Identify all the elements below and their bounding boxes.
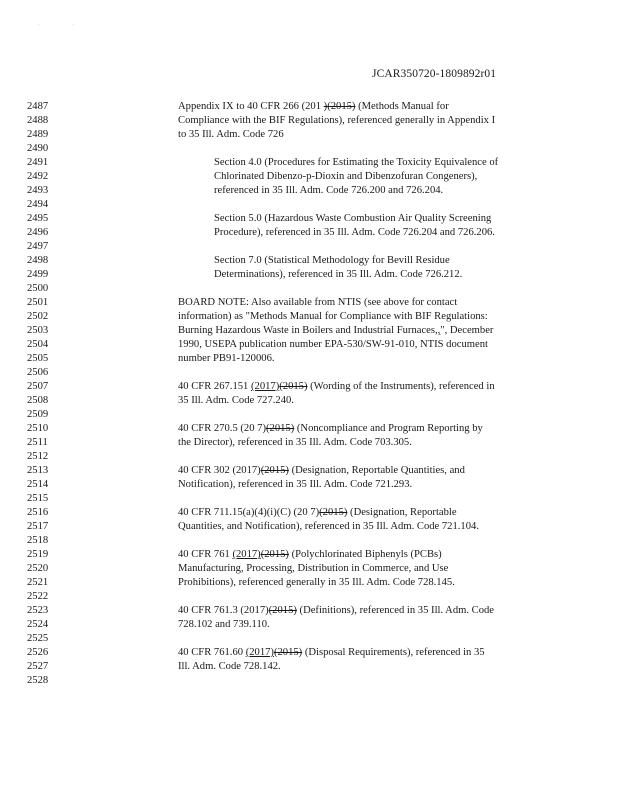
line-number: 2519 (27, 549, 49, 560)
line-number: 2496 (27, 227, 49, 238)
line-number: 2524 (27, 619, 49, 630)
text-line (0, 268, 618, 282)
line-text (178, 436, 412, 450)
text-run: Appendix IX to 40 CFR 266 (201 (178, 101, 324, 112)
text-line (0, 282, 618, 296)
line-text (178, 296, 457, 310)
line-number: 2502 (27, 311, 49, 322)
line-text (178, 324, 493, 338)
deleted-text: )(2015) (323, 101, 356, 112)
line-number: 2517 (27, 521, 49, 532)
line-text (178, 128, 284, 142)
text-line (0, 618, 618, 632)
line-text (214, 212, 491, 226)
line-text (178, 310, 488, 324)
line-number: 2489 (27, 129, 49, 140)
text-run: Ill. Adm. Code 728.142. (178, 661, 281, 672)
line-number: 2487 (27, 101, 49, 112)
text-line (0, 338, 618, 352)
text-run: (Polychlorinated Biphenyls (PCBs) (288, 549, 442, 560)
text-line (0, 394, 618, 408)
text-line (0, 296, 618, 310)
text-line (0, 422, 618, 436)
text-run: Procedure), referenced in 35 Ill. Adm. Code 726.204 and 726.206. (214, 227, 495, 238)
text-run: Section 7.0 (Statistical Methodology for Bevill Residue (214, 255, 450, 266)
text-run: (Methods Manual for (355, 101, 449, 112)
text-run: 40 CFR 270.5 (20 7) (178, 423, 266, 434)
text-line (0, 632, 618, 646)
text-run: 40 CFR 267.151 (178, 381, 251, 392)
text-run: Determinations), referenced in 35 Ill. Adm. Code 726.212. (214, 269, 463, 280)
line-number: 2503 (27, 325, 49, 336)
text-run: 1990, USEPA publication number EPA-530/SW-91-010, NTIS document (178, 339, 488, 350)
text-run: to 35 Ill. Adm. Code 726 (178, 129, 284, 140)
deleted-text: (2015) (268, 605, 297, 616)
text-run: number PB91-120006. (178, 353, 275, 364)
line-text (178, 394, 294, 408)
line-number: 2521 (27, 577, 49, 588)
line-number: 2514 (27, 479, 49, 490)
line-number: 2511 (27, 437, 48, 448)
line-number: 2498 (27, 255, 49, 266)
line-text (214, 254, 450, 268)
line-number: 2500 (27, 283, 49, 294)
scan-speck: · (38, 22, 40, 28)
line-number: 2527 (27, 661, 49, 672)
text-line (0, 240, 618, 254)
line-number: 2510 (27, 423, 49, 434)
text-line (0, 576, 618, 590)
text-run: referenced in 35 Ill. Adm. Code 726.200 and 726.204. (214, 185, 444, 196)
deleted-text: (2015) (266, 423, 295, 434)
line-number: 2495 (27, 213, 49, 224)
text-run: Section 4.0 (Procedures for Estimating the Toxicity Equivalence of (214, 157, 499, 168)
line-text (178, 506, 457, 520)
line-number: 2528 (27, 675, 49, 686)
text-line (0, 604, 618, 618)
text-line (0, 142, 618, 156)
text-run: 40 CFR 761.60 (178, 647, 246, 658)
line-number: 2490 (27, 143, 49, 154)
text-line (0, 450, 618, 464)
line-text (214, 184, 443, 198)
text-line (0, 590, 618, 604)
inserted-text: (2017) (232, 549, 261, 560)
text-run: Prohibitions), referenced generally in 35 Ill. Adm. Code 728.145. (178, 577, 455, 588)
line-number: 2494 (27, 199, 49, 210)
line-number: 2488 (27, 115, 49, 126)
text-line (0, 674, 618, 688)
line-text (178, 114, 495, 128)
text-line (0, 114, 618, 128)
line-text (178, 464, 465, 478)
scan-speck: · (72, 22, 74, 28)
text-run: 728.102 and 739.110. (178, 619, 270, 630)
text-run: 40 CFR 761 (178, 549, 233, 560)
line-number: 2504 (27, 339, 49, 350)
line-number: 2520 (27, 563, 49, 574)
line-number: 2505 (27, 353, 49, 364)
text-run: the Director), referenced in 35 Ill. Adm. Code 703.305. (178, 437, 412, 448)
line-number: 2522 (27, 591, 49, 602)
text-run: Chlorinated Dibenzo-p-Dioxin and Dibenzofuran Congeners), (214, 171, 478, 182)
line-text (178, 604, 494, 618)
inserted-text: , (437, 325, 441, 336)
text-run: Burning Hazardous Waste in Boilers and Industrial Furnaces, (178, 325, 438, 336)
inserted-text: (2017) (251, 381, 280, 392)
text-line (0, 660, 618, 674)
text-line (0, 562, 618, 576)
text-line (0, 100, 618, 114)
inserted-text: (2017) (245, 647, 274, 658)
text-run: (Definitions), referenced in 35 Ill. Adm. Code (296, 605, 495, 616)
text-line (0, 170, 618, 184)
text-run: 40 CFR 711.15(a)(4)(i)(C) (20 7) (178, 507, 320, 518)
text-run: Notification), referenced in 35 Ill. Adm. Code 721.293. (178, 479, 413, 490)
text-run: (Designation, Reportable (347, 507, 457, 518)
text-run: BOARD NOTE: Also available from NTIS (see above for contact (178, 297, 458, 308)
text-run: Section 5.0 (Hazardous Waste Combustion Air Quality Screening (214, 213, 492, 224)
line-text (178, 618, 270, 632)
line-text (178, 548, 442, 562)
text-run: (Designation, Reportable Quantities, and (288, 465, 465, 476)
line-text (178, 562, 448, 576)
deleted-text: (2015) (260, 465, 289, 476)
text-line (0, 352, 618, 366)
text-line (0, 212, 618, 226)
line-text (214, 156, 498, 170)
text-run: (Noncompliance and Program Reporting by (294, 423, 483, 434)
text-line (0, 436, 618, 450)
line-text (178, 660, 281, 674)
deleted-text: (2015) (260, 549, 289, 560)
text-line (0, 492, 618, 506)
text-line (0, 226, 618, 240)
text-run: Manufacturing, Processing, Distribution in Commerce, and Use (178, 563, 449, 574)
text-line (0, 254, 618, 268)
line-number: 2515 (27, 493, 49, 504)
deleted-text: (2015) (273, 647, 303, 658)
text-run: information) as "Methods Manual for Compliance with BIF Regulations: (178, 311, 488, 322)
line-number: 2525 (27, 633, 49, 644)
text-line (0, 646, 618, 660)
line-number: 2499 (27, 269, 49, 280)
line-number: 2508 (27, 395, 49, 406)
text-line (0, 520, 618, 534)
line-number: 2516 (27, 507, 49, 518)
text-line (0, 184, 618, 198)
deleted-text: (2015) (279, 381, 308, 392)
line-text (178, 380, 495, 394)
line-text (214, 268, 462, 282)
text-run: 35 Ill. Adm. Code 727.240. (178, 395, 294, 406)
text-line (0, 310, 618, 324)
line-number: 2507 (27, 381, 49, 392)
line-number: 2492 (27, 171, 49, 182)
text-line (0, 198, 618, 212)
line-text (178, 352, 275, 366)
line-text (178, 478, 412, 492)
text-run: (Wording of the Instruments), referenced in (307, 381, 495, 392)
line-number: 2512 (27, 451, 49, 462)
text-line (0, 324, 618, 338)
deleted-text: (2015) (319, 507, 348, 518)
line-number: 2509 (27, 409, 49, 420)
text-line (0, 464, 618, 478)
text-run: (Disposal Requirements), referenced in 35 (302, 647, 485, 658)
text-line (0, 506, 618, 520)
line-text (178, 646, 485, 660)
text-line (0, 128, 618, 142)
line-number: 2506 (27, 367, 49, 378)
line-text (178, 422, 483, 436)
line-number: 2526 (27, 647, 49, 658)
line-text (214, 170, 477, 184)
line-number: 2497 (27, 241, 49, 252)
text-line (0, 408, 618, 422)
document-id: JCAR350720-1809892r01 (372, 68, 497, 80)
line-number: 2491 (27, 157, 49, 168)
text-line (0, 548, 618, 562)
text-run: 40 CFR 302 (2017) (178, 465, 261, 476)
text-run: Quantities, and Notification), referenced in 35 Ill. Adm. Code 721.104. (178, 521, 479, 532)
line-number: 2523 (27, 605, 49, 616)
text-run: ", December (440, 325, 494, 336)
text-line (0, 478, 618, 492)
line-text (178, 520, 479, 534)
line-number: 2493 (27, 185, 49, 196)
text-run: 40 CFR 761.3 (2017) (178, 605, 269, 616)
line-text (214, 226, 495, 240)
text-line (0, 534, 618, 548)
text-run: Compliance with the BIF Regulations), referenced generally in Appendix I (178, 115, 496, 126)
text-line (0, 156, 618, 170)
line-text (178, 338, 488, 352)
line-text (178, 100, 449, 114)
text-line (0, 366, 618, 380)
line-text (178, 576, 455, 590)
line-number: 2501 (27, 297, 49, 308)
line-number: 2518 (27, 535, 49, 546)
line-number: 2513 (27, 465, 49, 476)
text-line (0, 380, 618, 394)
